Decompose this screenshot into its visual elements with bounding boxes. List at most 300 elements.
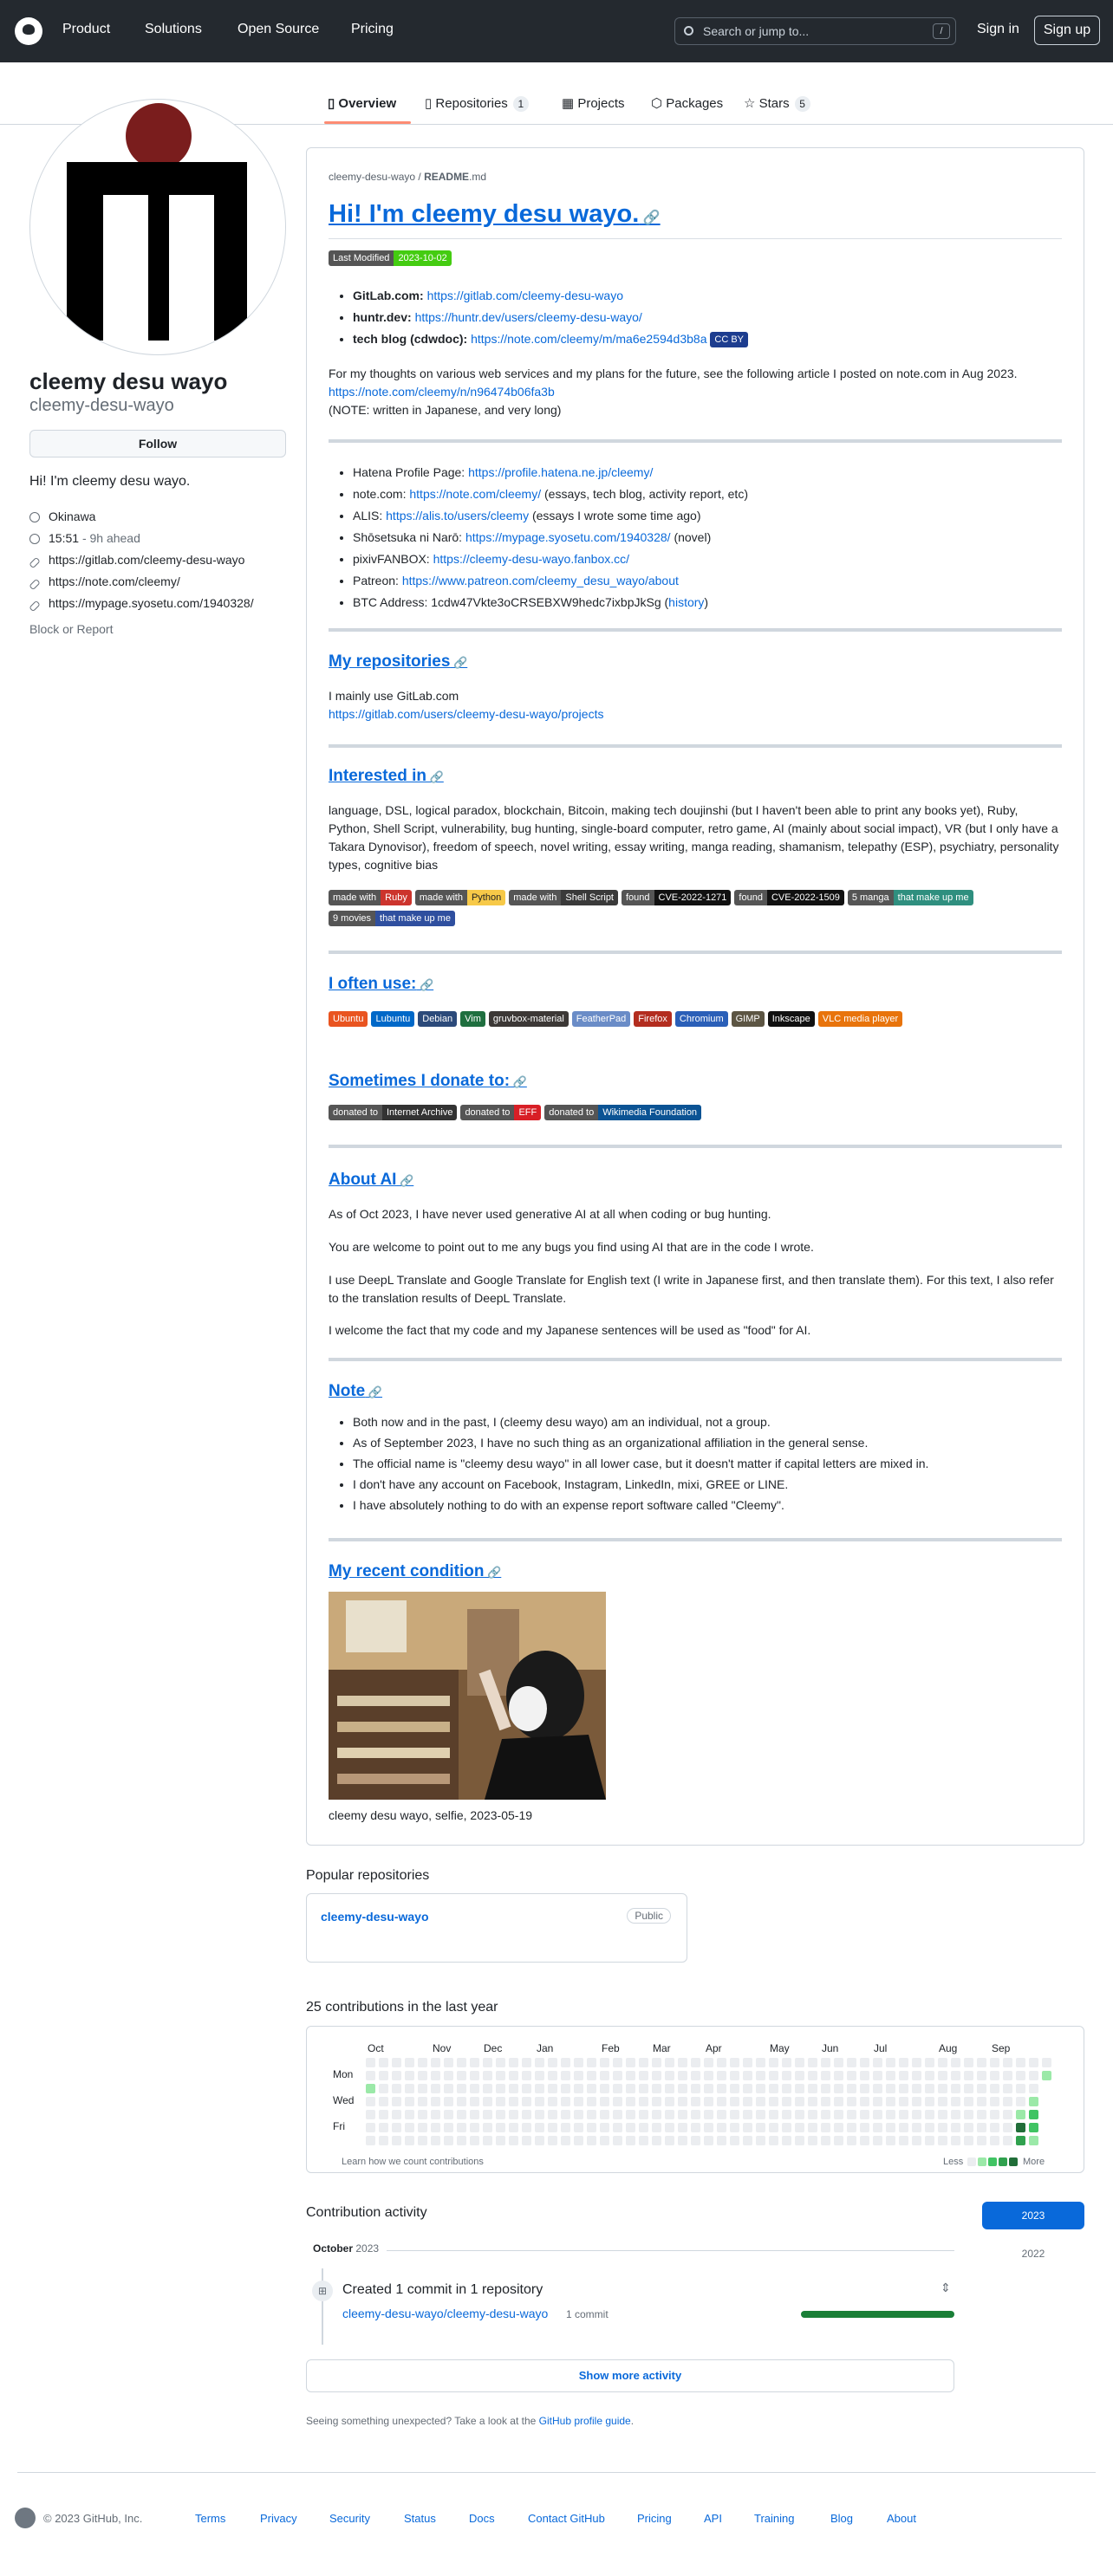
footer-link-security[interactable]: Security <box>329 2512 370 2525</box>
contribution-day[interactable] <box>366 2084 375 2093</box>
contribution-day[interactable] <box>509 2071 518 2080</box>
contribution-day[interactable] <box>613 2084 622 2093</box>
contribution-day[interactable] <box>860 2058 869 2067</box>
contribution-day[interactable] <box>834 2123 843 2132</box>
contribution-day[interactable] <box>678 2097 687 2106</box>
contribution-day[interactable] <box>405 2097 414 2106</box>
contribution-day[interactable] <box>964 2071 973 2080</box>
contribution-day[interactable] <box>769 2136 778 2145</box>
contribution-day[interactable] <box>431 2058 440 2067</box>
contribution-day[interactable] <box>743 2071 752 2080</box>
contribution-day[interactable] <box>496 2084 505 2093</box>
contribution-day[interactable] <box>1003 2071 1012 2080</box>
contribution-day[interactable] <box>600 2097 609 2106</box>
contribution-day[interactable] <box>522 2110 531 2119</box>
contribution-day[interactable] <box>418 2058 427 2067</box>
contribution-day[interactable] <box>756 2071 765 2080</box>
contribution-day[interactable] <box>574 2110 583 2119</box>
contribution-day[interactable] <box>561 2136 570 2145</box>
follow-button[interactable]: Follow <box>29 430 286 457</box>
tab-packages[interactable] <box>651 95 723 111</box>
contribution-day[interactable] <box>509 2058 518 2067</box>
contribution-day[interactable] <box>678 2123 687 2132</box>
profile-link-3[interactable] <box>29 596 254 610</box>
contribution-day[interactable] <box>470 2110 479 2119</box>
contribution-day[interactable] <box>1029 2071 1038 2080</box>
contribution-day[interactable] <box>990 2058 999 2067</box>
contribution-day[interactable] <box>392 2110 401 2119</box>
block-or-report-link[interactable]: Block or Report <box>29 622 114 636</box>
sign-in-link[interactable]: Sign in <box>977 22 1019 36</box>
contribution-day[interactable] <box>912 2058 921 2067</box>
contribution-day[interactable] <box>470 2097 479 2106</box>
contribution-day[interactable] <box>951 2136 960 2145</box>
contribution-day[interactable] <box>860 2123 869 2132</box>
badge[interactable] <box>734 890 843 905</box>
contribution-day[interactable] <box>626 2123 635 2132</box>
contribution-day[interactable] <box>847 2123 856 2132</box>
contribution-day[interactable] <box>769 2110 778 2119</box>
contribution-day[interactable] <box>821 2110 830 2119</box>
contribution-day[interactable] <box>691 2084 700 2093</box>
contribution-day[interactable] <box>483 2097 492 2106</box>
contribution-day[interactable] <box>665 2071 674 2080</box>
contribution-day[interactable] <box>925 2071 934 2080</box>
contribution-day[interactable] <box>379 2084 388 2093</box>
contribution-day[interactable] <box>392 2123 401 2132</box>
contribution-day[interactable] <box>795 2058 804 2067</box>
contribution-day[interactable] <box>470 2136 479 2145</box>
contribution-day[interactable] <box>834 2071 843 2080</box>
contribution-day[interactable] <box>522 2123 531 2132</box>
tab-projects[interactable] <box>562 95 625 111</box>
account-link[interactable]: https://note.com/cleemy/m/ma6e2594d3b8a <box>471 332 707 346</box>
contribution-day[interactable] <box>535 2123 544 2132</box>
contribution-day[interactable] <box>405 2123 414 2132</box>
contribution-day[interactable] <box>873 2058 882 2067</box>
contribution-day[interactable] <box>1003 2084 1012 2093</box>
footer-link-about[interactable]: About <box>887 2512 916 2525</box>
contribution-day[interactable] <box>379 2123 388 2132</box>
contribution-day[interactable] <box>964 2136 973 2145</box>
badge[interactable] <box>675 1011 728 1027</box>
heading-sometimes-i-donate[interactable] <box>329 1072 1062 1091</box>
contribution-day[interactable] <box>795 2110 804 2119</box>
contribution-day[interactable] <box>1016 2084 1025 2093</box>
contribution-day[interactable] <box>808 2123 817 2132</box>
contribution-day[interactable] <box>951 2097 960 2106</box>
contribution-day[interactable] <box>769 2071 778 2080</box>
contribution-day[interactable] <box>626 2058 635 2067</box>
contribution-day[interactable] <box>444 2071 453 2080</box>
contribution-day[interactable] <box>938 2097 947 2106</box>
contribution-day[interactable] <box>574 2084 583 2093</box>
contribution-day[interactable] <box>1029 2136 1038 2145</box>
contribution-day[interactable] <box>431 2136 440 2145</box>
contribution-day[interactable] <box>639 2123 648 2132</box>
contribution-day[interactable] <box>704 2058 713 2067</box>
footer-link-status[interactable]: Status <box>404 2512 436 2525</box>
contribution-day[interactable] <box>1029 2097 1038 2106</box>
contribution-day[interactable] <box>418 2097 427 2106</box>
nav-pricing[interactable]: Pricing <box>351 22 394 36</box>
contribution-day[interactable] <box>652 2110 661 2119</box>
badge[interactable] <box>418 1011 457 1027</box>
contribution-day[interactable] <box>457 2123 466 2132</box>
badge[interactable] <box>489 1011 569 1027</box>
contribution-day[interactable] <box>808 2110 817 2119</box>
contribution-day[interactable] <box>730 2097 739 2106</box>
contribution-day[interactable] <box>691 2071 700 2080</box>
contribution-day[interactable] <box>496 2097 505 2106</box>
contribution-day[interactable] <box>626 2110 635 2119</box>
contribution-day[interactable] <box>483 2084 492 2093</box>
contribution-day[interactable] <box>834 2110 843 2119</box>
contribution-day[interactable] <box>379 2110 388 2119</box>
contribution-day[interactable] <box>756 2097 765 2106</box>
heading-text[interactable]: Interested in <box>329 767 426 785</box>
contribution-day[interactable] <box>873 2097 882 2106</box>
heading-text[interactable]: Note <box>329 1382 366 1400</box>
contribution-day[interactable] <box>691 2136 700 2145</box>
contribution-day[interactable] <box>782 2071 791 2080</box>
contribution-day[interactable] <box>756 2123 765 2132</box>
contribution-day[interactable] <box>1029 2123 1038 2132</box>
contribution-day[interactable] <box>379 2097 388 2106</box>
contribution-day[interactable] <box>457 2136 466 2145</box>
contribution-day[interactable] <box>899 2084 908 2093</box>
learn-link[interactable]: Learn how we count contributions <box>342 2157 484 2167</box>
contribution-day[interactable] <box>379 2136 388 2145</box>
contribution-day[interactable] <box>1003 2097 1012 2106</box>
contribution-day[interactable] <box>613 2136 622 2145</box>
contribution-day[interactable] <box>1029 2084 1038 2093</box>
badge[interactable] <box>848 890 973 905</box>
contribution-day[interactable] <box>704 2136 713 2145</box>
contribution-day[interactable] <box>808 2097 817 2106</box>
contribution-day[interactable] <box>1016 2136 1025 2145</box>
contribution-day[interactable] <box>1016 2123 1025 2132</box>
contribution-day[interactable] <box>379 2058 388 2067</box>
contribution-day[interactable] <box>522 2058 531 2067</box>
contribution-day[interactable] <box>873 2084 882 2093</box>
contribution-day[interactable] <box>795 2084 804 2093</box>
badge[interactable] <box>509 890 618 905</box>
contribution-day[interactable] <box>600 2110 609 2119</box>
contribution-day[interactable] <box>483 2136 492 2145</box>
contribution-day[interactable] <box>782 2110 791 2119</box>
badge[interactable] <box>818 1011 902 1027</box>
contribution-day[interactable] <box>1042 2058 1051 2067</box>
search-input[interactable] <box>674 17 956 45</box>
tab-overview[interactable] <box>328 95 396 111</box>
contribution-day[interactable] <box>470 2084 479 2093</box>
contribution-day[interactable] <box>639 2071 648 2080</box>
contribution-day[interactable] <box>587 2136 596 2145</box>
contribution-day[interactable] <box>665 2084 674 2093</box>
contribution-day[interactable] <box>990 2110 999 2119</box>
contribution-day[interactable] <box>431 2097 440 2106</box>
contribution-day[interactable] <box>600 2136 609 2145</box>
contribution-day[interactable] <box>535 2097 544 2106</box>
contribution-day[interactable] <box>548 2058 557 2067</box>
contribution-day[interactable] <box>899 2123 908 2132</box>
contribution-day[interactable] <box>834 2084 843 2093</box>
contribution-day[interactable] <box>626 2136 635 2145</box>
contribution-day[interactable] <box>821 2084 830 2093</box>
contribution-day[interactable] <box>678 2136 687 2145</box>
contribution-day[interactable] <box>444 2123 453 2132</box>
contribution-day[interactable] <box>561 2123 570 2132</box>
contribution-day[interactable] <box>522 2097 531 2106</box>
contribution-day[interactable] <box>977 2084 986 2093</box>
contribution-day[interactable] <box>717 2084 726 2093</box>
contribution-day[interactable] <box>730 2058 739 2067</box>
contribution-day[interactable] <box>730 2110 739 2119</box>
contribution-day[interactable] <box>743 2058 752 2067</box>
contribution-day[interactable] <box>769 2097 778 2106</box>
contribution-day[interactable] <box>665 2058 674 2067</box>
contribution-day[interactable] <box>522 2071 531 2080</box>
github-logo-icon[interactable] <box>15 17 42 45</box>
badge[interactable] <box>544 1105 701 1120</box>
contribution-day[interactable] <box>704 2084 713 2093</box>
contribution-day[interactable] <box>509 2123 518 2132</box>
contribution-day[interactable] <box>938 2071 947 2080</box>
contribution-day[interactable] <box>821 2058 830 2067</box>
contribution-day[interactable] <box>847 2110 856 2119</box>
contribution-day[interactable] <box>613 2058 622 2067</box>
contribution-day[interactable] <box>535 2084 544 2093</box>
contribution-day[interactable] <box>912 2097 921 2106</box>
contribution-day[interactable] <box>821 2097 830 2106</box>
contribution-day[interactable] <box>1016 2110 1025 2119</box>
contribution-day[interactable] <box>860 2071 869 2080</box>
contribution-day[interactable] <box>899 2097 908 2106</box>
contribution-day[interactable] <box>886 2071 895 2080</box>
page-link[interactable]: https://cleemy-desu-wayo.fanbox.cc/ <box>433 552 630 566</box>
contribution-day[interactable] <box>691 2123 700 2132</box>
contribution-day[interactable] <box>886 2084 895 2093</box>
contribution-day[interactable] <box>925 2110 934 2119</box>
contribution-day[interactable] <box>899 2110 908 2119</box>
contribution-day[interactable] <box>613 2123 622 2132</box>
contribution-day[interactable] <box>873 2123 882 2132</box>
contribution-day[interactable] <box>847 2058 856 2067</box>
contribution-day[interactable] <box>470 2071 479 2080</box>
heading-my-repositories[interactable] <box>329 652 1062 672</box>
contribution-day[interactable] <box>548 2123 557 2132</box>
badge[interactable] <box>329 911 455 926</box>
page-link[interactable]: history <box>668 595 705 609</box>
contribution-day[interactable] <box>1003 2123 1012 2132</box>
contribution-day[interactable] <box>821 2071 830 2080</box>
contribution-day[interactable] <box>925 2084 934 2093</box>
contribution-day[interactable] <box>626 2084 635 2093</box>
contribution-day[interactable] <box>977 2071 986 2080</box>
contribution-day[interactable] <box>431 2084 440 2093</box>
contribution-day[interactable] <box>639 2136 648 2145</box>
activity-commit-count[interactable]: 1 commit <box>566 2308 609 2320</box>
badge[interactable] <box>572 1011 630 1027</box>
contribution-day[interactable] <box>886 2058 895 2067</box>
contribution-day[interactable] <box>600 2058 609 2067</box>
contribution-day[interactable] <box>418 2084 427 2093</box>
contribution-day[interactable] <box>951 2110 960 2119</box>
contribution-day[interactable] <box>535 2136 544 2145</box>
heading-text[interactable]: I often use: <box>329 975 417 993</box>
nav-solutions[interactable]: Solutions <box>145 22 202 36</box>
contribution-day[interactable] <box>587 2097 596 2106</box>
contribution-day[interactable] <box>405 2071 414 2080</box>
avatar[interactable] <box>29 99 286 355</box>
contribution-day[interactable] <box>652 2058 661 2067</box>
contribution-day[interactable] <box>665 2136 674 2145</box>
contribution-day[interactable] <box>782 2136 791 2145</box>
contribution-day[interactable] <box>769 2123 778 2132</box>
contribution-day[interactable] <box>652 2123 661 2132</box>
contribution-day[interactable] <box>652 2084 661 2093</box>
footer-link-training[interactable]: Training <box>754 2512 795 2525</box>
page-link[interactable]: https://note.com/cleemy/ <box>409 487 542 501</box>
contribution-day[interactable] <box>899 2136 908 2145</box>
contribution-day[interactable] <box>379 2071 388 2080</box>
heading-text[interactable]: Sometimes I donate to: <box>329 1072 511 1090</box>
heading-text[interactable]: About AI <box>329 1171 397 1189</box>
contribution-day[interactable] <box>1029 2110 1038 2119</box>
contribution-day[interactable] <box>431 2071 440 2080</box>
fold-icon[interactable]: ⇕ <box>941 2281 951 2294</box>
contribution-day[interactable] <box>496 2136 505 2145</box>
contribution-day[interactable] <box>990 2123 999 2132</box>
contribution-day[interactable] <box>496 2123 505 2132</box>
contribution-day[interactable] <box>717 2058 726 2067</box>
contribution-day[interactable] <box>873 2136 882 2145</box>
contribution-day[interactable] <box>483 2123 492 2132</box>
contribution-day[interactable] <box>769 2058 778 2067</box>
year-2023-button[interactable]: 2023 <box>982 2202 1084 2229</box>
footer-link-terms[interactable]: Terms <box>195 2512 226 2525</box>
contribution-day[interactable] <box>977 2123 986 2132</box>
contribution-day[interactable] <box>782 2084 791 2093</box>
contribution-day[interactable] <box>457 2110 466 2119</box>
contribution-day[interactable] <box>652 2097 661 2106</box>
contribution-day[interactable] <box>860 2097 869 2106</box>
contribution-day[interactable] <box>613 2097 622 2106</box>
contribution-day[interactable] <box>834 2136 843 2145</box>
contribution-day[interactable] <box>1003 2136 1012 2145</box>
contribution-day[interactable] <box>392 2071 401 2080</box>
contribution-day[interactable] <box>639 2110 648 2119</box>
contribution-day[interactable] <box>730 2084 739 2093</box>
contribution-day[interactable] <box>392 2097 401 2106</box>
heading-note[interactable] <box>329 1382 1062 1401</box>
contribution-day[interactable] <box>847 2097 856 2106</box>
contribution-day[interactable] <box>964 2097 973 2106</box>
heading-text[interactable]: My repositories <box>329 652 451 671</box>
contribution-day[interactable] <box>392 2058 401 2067</box>
repo-link[interactable]: cleemy-desu-wayo <box>321 1910 429 1924</box>
contribution-day[interactable] <box>366 2110 375 2119</box>
contribution-day[interactable] <box>769 2084 778 2093</box>
contribution-day[interactable] <box>899 2058 908 2067</box>
heading-my-recent-condition[interactable] <box>329 1562 1062 1581</box>
contribution-day[interactable] <box>678 2084 687 2093</box>
contribution-day[interactable] <box>470 2123 479 2132</box>
contribution-day[interactable] <box>587 2110 596 2119</box>
contribution-day[interactable] <box>730 2071 739 2080</box>
contribution-day[interactable] <box>743 2110 752 2119</box>
contribution-day[interactable] <box>444 2110 453 2119</box>
badge[interactable] <box>329 1011 368 1027</box>
contribution-day[interactable] <box>756 2084 765 2093</box>
contribution-day[interactable] <box>392 2084 401 2093</box>
contribution-day[interactable] <box>860 2136 869 2145</box>
contribution-day[interactable] <box>704 2097 713 2106</box>
contribution-day[interactable] <box>990 2071 999 2080</box>
nav-product[interactable]: Product <box>62 22 111 36</box>
contribution-day[interactable] <box>1042 2071 1051 2080</box>
contribution-day[interactable] <box>977 2136 986 2145</box>
link-text[interactable]: https://mypage.syosetu.com/1940328/ <box>49 596 254 610</box>
badge[interactable] <box>329 890 412 905</box>
contribution-day[interactable] <box>925 2123 934 2132</box>
page-link[interactable]: https://alis.to/users/cleemy <box>386 509 530 522</box>
contribution-day[interactable] <box>613 2071 622 2080</box>
contribution-day[interactable] <box>561 2058 570 2067</box>
contribution-day[interactable] <box>418 2136 427 2145</box>
badge[interactable] <box>622 890 731 905</box>
contribution-day[interactable] <box>691 2058 700 2067</box>
contribution-day[interactable] <box>613 2110 622 2119</box>
contribution-day[interactable] <box>782 2123 791 2132</box>
contribution-day[interactable] <box>990 2097 999 2106</box>
contribution-day[interactable] <box>639 2084 648 2093</box>
footer-link-contact[interactable]: Contact GitHub <box>528 2512 605 2525</box>
contribution-day[interactable] <box>496 2110 505 2119</box>
contribution-day[interactable] <box>795 2097 804 2106</box>
contribution-day[interactable] <box>964 2110 973 2119</box>
contribution-day[interactable] <box>483 2058 492 2067</box>
contribution-day[interactable] <box>821 2136 830 2145</box>
contribution-day[interactable] <box>743 2097 752 2106</box>
contribution-day[interactable] <box>366 2071 375 2080</box>
contribution-day[interactable] <box>886 2097 895 2106</box>
contribution-day[interactable] <box>561 2097 570 2106</box>
contribution-day[interactable] <box>1016 2071 1025 2080</box>
contribution-day[interactable] <box>444 2058 453 2067</box>
contribution-day[interactable] <box>847 2136 856 2145</box>
contribution-day[interactable] <box>756 2058 765 2067</box>
contribution-day[interactable] <box>509 2097 518 2106</box>
contribution-day[interactable] <box>925 2136 934 2145</box>
contribution-day[interactable] <box>431 2123 440 2132</box>
contribution-day[interactable] <box>522 2136 531 2145</box>
contribution-day[interactable] <box>457 2097 466 2106</box>
contribution-day[interactable] <box>483 2071 492 2080</box>
contribution-day[interactable] <box>457 2084 466 2093</box>
tab-stars[interactable] <box>744 95 810 112</box>
contribution-day[interactable] <box>925 2058 934 2067</box>
contribution-day[interactable] <box>912 2084 921 2093</box>
footer-link-blog[interactable]: Blog <box>830 2512 854 2525</box>
sign-up-button[interactable]: Sign up <box>1034 16 1100 45</box>
badge[interactable] <box>460 1011 485 1027</box>
contribution-day[interactable] <box>834 2058 843 2067</box>
contribution-day[interactable] <box>548 2084 557 2093</box>
contribution-day[interactable] <box>951 2071 960 2080</box>
contribution-day[interactable] <box>782 2058 791 2067</box>
